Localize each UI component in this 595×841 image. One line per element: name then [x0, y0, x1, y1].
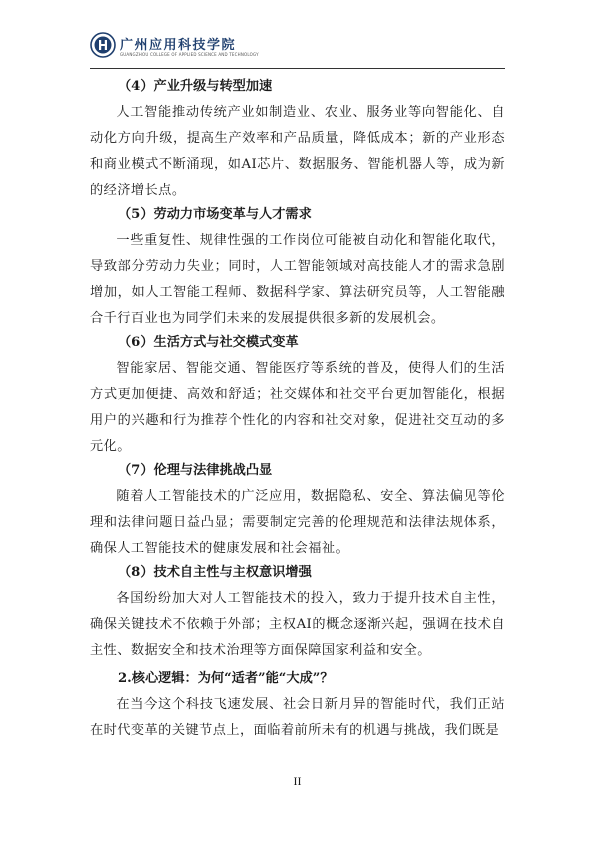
core-logic-heading: 2.核心逻辑：为何“适者”能“大成”？ [118, 671, 334, 686]
section-heading-4: （4）产业升级与转型加速 [118, 79, 273, 94]
school-emblem-icon [90, 32, 116, 58]
header-divider [90, 68, 505, 69]
school-name: 广州应用科技学院 [120, 38, 237, 53]
section-paragraph-5: 一些重复性、规律性强的工作岗位可能被自动化和智能化取代，导致部分劳动力失业；同时，人工智能领域对高技能人才的需求急剧增加，如人工智能工程师、数据科学家、算法研究员等，人工智能融合千行百业也为同学们未来的发展提供很多新的发展机会。 [90, 233, 505, 326]
document-body [90, 77, 505, 745]
core-logic-paragraph: 在当今这个科技飞速发展、社会日新月异的智能时代，我们正站在时代变革的关键节点上，面临着前所未有的机遇与挑战，我们既是 [90, 697, 505, 738]
section-paragraph-6: 智能家居、智能交通、智能医疗等系统的普及，使得人们的生活方式更加便捷、高效和舒适；社交媒体和社交平台更加智能化，根据用户的兴趣和行为推荐个性化的内容和社交对象，促进社交互动的多元化。 [90, 361, 505, 454]
section-paragraph-4: 人工智能推动传统产业如制造业、农业、服务业等向智能化、自动化方向升级，提高生产效率和产品质量，降低成本；新的产业形态和商业模式不断涌现，如AI芯片、数据服务、智能机器人等，成为新的经济增长点。 [90, 105, 505, 198]
school-subtitle: GUANGZHOU COLLEGE OF APPLIED SCIENCE AND TECHNOLOGY [120, 52, 259, 57]
page-number: II [293, 774, 302, 788]
section-heading-6: （6）生活方式与社交模式变革 [118, 335, 299, 350]
section-paragraph-7: 随着人工智能技术的广泛应用，数据隐私、安全、算法偏见等伦理和法律问题日益凸显；需要制定完善的伦理规范和法律法规体系，确保人工智能技术的健康发展和社会福祉。 [90, 489, 505, 556]
section-heading-5: （5）劳动力市场变革与人才需求 [118, 207, 312, 222]
section-paragraph-8: 各国纷纷加大对人工智能技术的投入，致力于提升技术自主性，确保关键技术不依赖于外部；主权AI的概念逐渐兴起，强调在技术自主性、数据安全和技术治理等方面保障国家利益和安全。 [90, 591, 505, 658]
section-heading-8: （8）技术自主性与主权意识增强 [118, 565, 312, 580]
section-heading-7: （7）伦理与法律挑战凸显 [118, 463, 273, 478]
page-header [90, 32, 505, 68]
